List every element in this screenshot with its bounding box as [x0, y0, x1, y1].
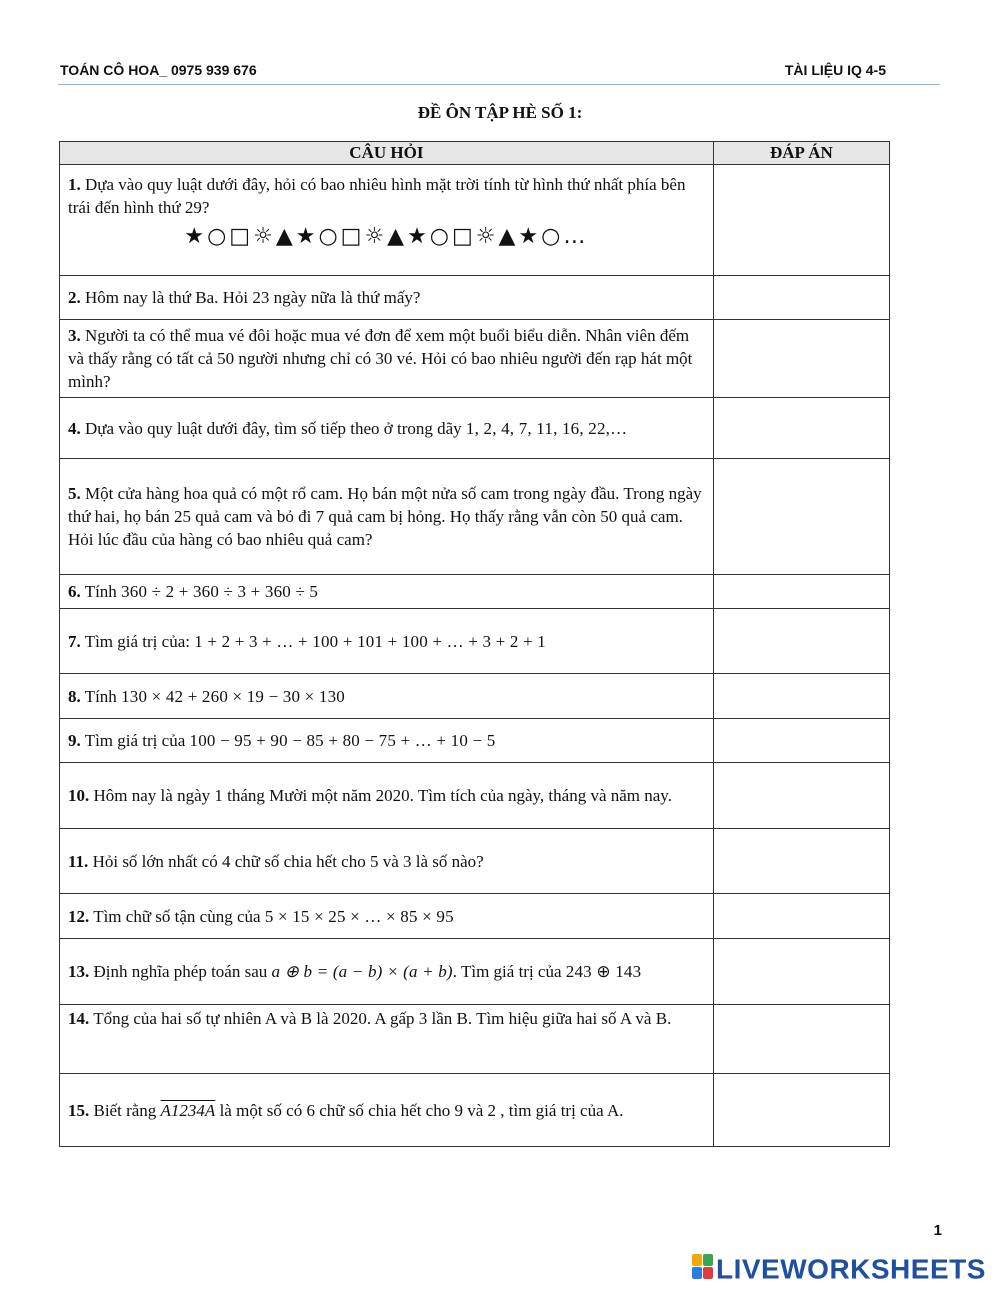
answer-cell[interactable] [713, 1005, 889, 1074]
answer-cell[interactable] [713, 939, 889, 1005]
header-left-text: TOÁN CÔ HOA_ 0975 939 676 [60, 62, 257, 78]
page-header [58, 60, 940, 85]
question-number: 3. [68, 326, 81, 345]
answer-cell[interactable] [713, 894, 889, 939]
logo-icon [692, 1254, 714, 1280]
question-number: 9. [68, 731, 81, 750]
question-text: Hôm nay là thứ Ba. Hỏi 23 ngày nữa là thứ mấy? [85, 288, 421, 307]
table-row [60, 320, 890, 398]
question-number: 10. [68, 786, 90, 805]
liveworksheets-logo [692, 1252, 986, 1284]
answer-cell[interactable] [713, 459, 889, 575]
question-table [59, 141, 890, 1147]
table-row [60, 674, 890, 719]
question-text: Tìm giá trị của: [84, 631, 190, 651]
question-cell [60, 398, 714, 459]
question-text: Hỏi số lớn nhất có 4 chữ số chia hết cho 5 và 3 là số nào? [92, 851, 484, 871]
table-row [60, 276, 890, 320]
answer-cell[interactable] [713, 674, 889, 719]
answer-cell[interactable] [713, 829, 889, 894]
math-expression: A1234A [160, 1100, 216, 1120]
question-cell [60, 939, 714, 1005]
answer-cell[interactable] [713, 398, 889, 459]
question-number: 7. [68, 631, 81, 651]
math-expression: a ⊕ b = (a − b) × (a + b) [271, 962, 453, 981]
question-cell [60, 894, 714, 939]
question-text: Hôm nay là ngày 1 tháng Mười một năm 2020. Tìm tích của ngày, tháng và năm nay. [93, 786, 672, 805]
answer-cell[interactable] [713, 276, 889, 320]
question-text: Dựa vào quy luật dưới đây, hỏi có bao nhiêu hình mặt trời tính từ hình thứ nhất phía bên trái đến hình thứ 29? [68, 175, 686, 217]
question-number: 8. [68, 686, 81, 706]
question-text: Một cửa hàng hoa quả có một rổ cam. Họ bán một nửa số cam trong ngày đầu. Trong ngày thứ hai, họ bán 25 quả cam và bỏ đi 7 quả cam bị hỏng. Họ thấy rằng vẫn còn 50 quả cam. Hỏi lúc đầu của hàng có bao nhiêu quả cam? [68, 484, 702, 549]
math-expression: 100 − 95 + 90 − 85 + 80 − 75 + … + 10 − 5 [189, 731, 496, 750]
question-text: Tìm giá trị của [84, 731, 186, 750]
question-cell [60, 719, 714, 763]
answer-cell[interactable] [713, 320, 889, 398]
question-text: Người ta có thể mua vé đôi hoặc mua vé đơn để xem một buổi biểu diễn. Nhân viên đếm và thấy rằng có tất cả 50 người nhưng chỉ có 30 vé. Hỏi có bao nhiêu người đến rạp hát một mình? [68, 326, 693, 391]
question-text: Tính [84, 686, 117, 706]
answer-cell[interactable] [713, 763, 889, 829]
table-row [60, 763, 890, 829]
shape-sequence: ★○□☼▲★○□☼▲★○□☼▲★○… [184, 224, 589, 249]
question-cell [60, 609, 714, 674]
math-expression-2: 243 ⊕ 143 [565, 962, 642, 981]
answer-cell[interactable] [713, 609, 889, 674]
table-row [60, 829, 890, 894]
table-header-row [60, 142, 890, 165]
question-cell [60, 276, 714, 320]
table-row [60, 1005, 890, 1074]
answer-column-header: ĐÁP ÁN [713, 142, 889, 165]
question-number: 4. [68, 418, 81, 438]
question-column-header: CÂU HỎI [60, 142, 714, 165]
table-row [60, 398, 890, 459]
table-row [60, 575, 890, 609]
question-cell [60, 575, 714, 609]
question-cell [60, 165, 714, 276]
question-number: 14. [68, 1009, 90, 1028]
table-row [60, 165, 890, 276]
question-text-continued: là một số có 6 chữ số chia hết cho 9 và 2 , tìm giá trị của A. [219, 1100, 624, 1120]
answer-cell[interactable] [713, 165, 889, 276]
table-row [60, 939, 890, 1005]
question-cell [60, 1005, 714, 1074]
table-row [60, 719, 890, 763]
table-row [60, 1074, 890, 1147]
table-row [60, 894, 890, 939]
question-text-continued: . Tìm giá trị của [452, 962, 562, 981]
question-text: Biết rằng [93, 1100, 157, 1120]
question-number: 2. [68, 288, 81, 307]
page-title: ĐỀ ÔN TẬP HÈ SỐ 1: [417, 103, 583, 122]
logo-text: LIVEWORKSHEETS [716, 1253, 986, 1285]
math-expression: 360 ÷ 2 + 360 ÷ 3 + 360 ÷ 5 [121, 582, 319, 601]
question-number: 5. [68, 484, 81, 503]
answer-cell[interactable] [713, 575, 889, 609]
question-number: 11. [68, 851, 89, 871]
math-expression: 5 × 15 × 25 × … × 85 × 95 [264, 906, 454, 926]
math-expression: 130 × 42 + 260 × 19 − 30 × 130 [121, 686, 345, 706]
question-cell [60, 1074, 714, 1147]
math-expression: 1 + 2 + 3 + … + 100 + 101 + 100 + … + 3 + 2 + 1 [194, 631, 547, 651]
question-number: 1. [68, 175, 81, 194]
question-cell [60, 829, 714, 894]
question-text: Tìm chữ số tận cùng của [93, 906, 261, 926]
question-number: 6. [68, 582, 81, 601]
question-text: Dựa vào quy luật dưới đây, tìm số tiếp theo ở trong dãy [85, 418, 462, 438]
question-number: 15. [68, 1100, 90, 1120]
question-cell [60, 763, 714, 829]
header-right-text: TÀI LIỆU IQ 4-5 [784, 62, 886, 78]
question-text: Tính [84, 582, 117, 601]
answer-cell[interactable] [713, 719, 889, 763]
question-cell [60, 674, 714, 719]
table-row [60, 459, 890, 575]
question-number: 12. [68, 906, 90, 926]
math-expression: 1, 2, 4, 7, 11, 16, 22,… [465, 418, 628, 438]
question-cell [60, 459, 714, 575]
table-row [60, 609, 890, 674]
question-text: Định nghĩa phép toán sau [93, 962, 268, 981]
question-cell [60, 320, 714, 398]
question-text: Tổng của hai số tự nhiên A và B là 2020. A gấp 3 lần B. Tìm hiệu giữa hai số A và B. [93, 1009, 672, 1028]
answer-cell[interactable] [713, 1074, 889, 1147]
question-number: 13. [68, 962, 90, 981]
page-number: 1 [933, 1222, 942, 1239]
